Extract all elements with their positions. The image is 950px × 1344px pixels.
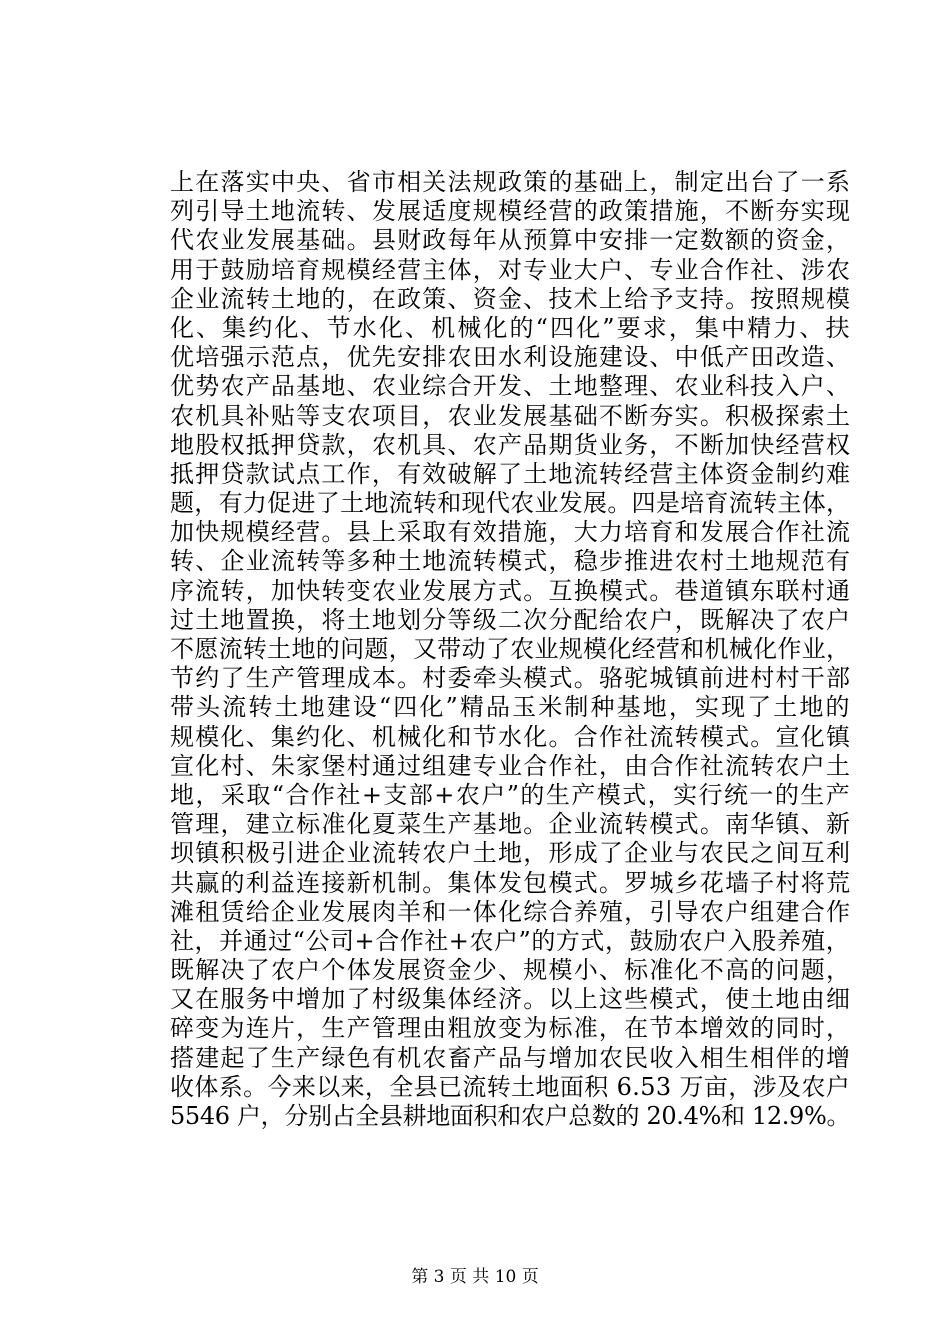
text-line: 社，并通过“公司+合作社+农户”的方式，鼓励农户入股养殖，: [170, 926, 851, 955]
text-line: 抵押贷款试点工作，有效破解了土地流转经营主体资金制约难: [170, 459, 852, 488]
text-line: 既解决了农户个体发展资金少、规模小、标准化不高的问题，: [170, 956, 852, 985]
text-line: 代农业发展基础。县财政每年从预算中安排一定数额的资金，: [170, 226, 852, 255]
text-line: 又在服务中增加了村级集体经济。以上这些模式，使土地由细: [170, 985, 852, 1014]
text-line: 带头流转土地建设“四化”精品玉米制种基地，实现了土地的: [170, 693, 852, 722]
text-line: 收体系。今来以来，全县已流转土地面积 6.53 万亩，涉及农户: [170, 1072, 851, 1101]
text-line: 滩租赁给企业发展肉羊和一体化综合养殖，引导农户组建合作: [170, 897, 852, 926]
text-line: 共赢的利益连接新机制。集体发包模式。罗城乡花墙子村将荒: [170, 868, 852, 897]
text-line: 坝镇积极引进企业流转农户土地，形成了企业与农民之间互利: [170, 839, 852, 868]
body-paragraph: [170, 168, 850, 1131]
text-line: 企业流转土地的，在政策、资金、技术上给予支持。按照规模: [170, 284, 852, 313]
text-line: 地，采取“合作社+支部+农户”的生产模式，实行统一的生产: [170, 780, 852, 809]
text-line: 碎变为连片，生产管理由粗放变为标准，在节本增效的同时，: [170, 1014, 852, 1043]
text-line: 节约了生产管理成本。村委牵头模式。骆驼城镇前进村村干部: [170, 664, 852, 693]
text-line: 化、集约化、节水化、机械化的“四化”要求，集中精力、扶: [170, 313, 852, 342]
text-line: 上在落实中央、省市相关法规政策的基础上，制定出台了一系: [170, 168, 852, 196]
text-line: 用于鼓励培育规模经营主体，对专业大户、专业合作社、涉农: [170, 255, 852, 284]
text-line: 加快规模经营。县上采取有效措施，大力培育和发展合作社流: [170, 518, 852, 547]
text-line: 地股权抵押贷款，农机具、农产品期货业务，不断加快经营权: [170, 430, 852, 459]
text-line: 转、企业流转等多种土地流转模式，稳步推进农村土地规范有: [170, 547, 852, 576]
text-line: 列引导土地流转、发展适度规模经营的政策措施，不断夯实现: [170, 197, 852, 226]
text-line: 农机具补贴等支农项目，农业发展基础不断夯实。积极探索土: [170, 401, 852, 430]
text-line: 序流转，加快转变农业发展方式。互换模式。巷道镇东联村通: [170, 576, 852, 605]
text-line: 优培强示范点，优先安排农田水利设施建设、中低产田改造、: [170, 343, 852, 372]
text-line: 过土地置换，将土地划分等级二次分配给农户，既解决了农户: [170, 605, 852, 634]
text-line: 不愿流转土地的问题，又带动了农业规模化经营和机械化作业，: [170, 635, 851, 663]
text-line: 5546 户，分别占全县耕地面积和农户总数的 20.4%和 12.9%。: [170, 1102, 851, 1130]
text-line: 优势农产品基地、农业综合开发、土地整理、农业科技入户、: [170, 372, 852, 401]
page-number-footer: 第 3 页 共 10 页: [411, 1267, 539, 1287]
text-line: 规模化、集约化、机械化和节水化。合作社流转模式。宣化镇: [170, 722, 852, 751]
text-line: 搭建起了生产绿色有机农畜产品与增加农民收入相生相伴的增: [170, 1043, 852, 1072]
text-line: 管理，建立标准化夏菜生产基地。企业流转模式。南华镇、新: [170, 810, 852, 839]
text-line: 宣化村、朱家堡村通过组建专业合作社，由合作社流转农户土: [170, 751, 852, 780]
text-line: 题，有力促进了土地流转和现代农业发展。四是培育流转主体，: [170, 489, 851, 518]
